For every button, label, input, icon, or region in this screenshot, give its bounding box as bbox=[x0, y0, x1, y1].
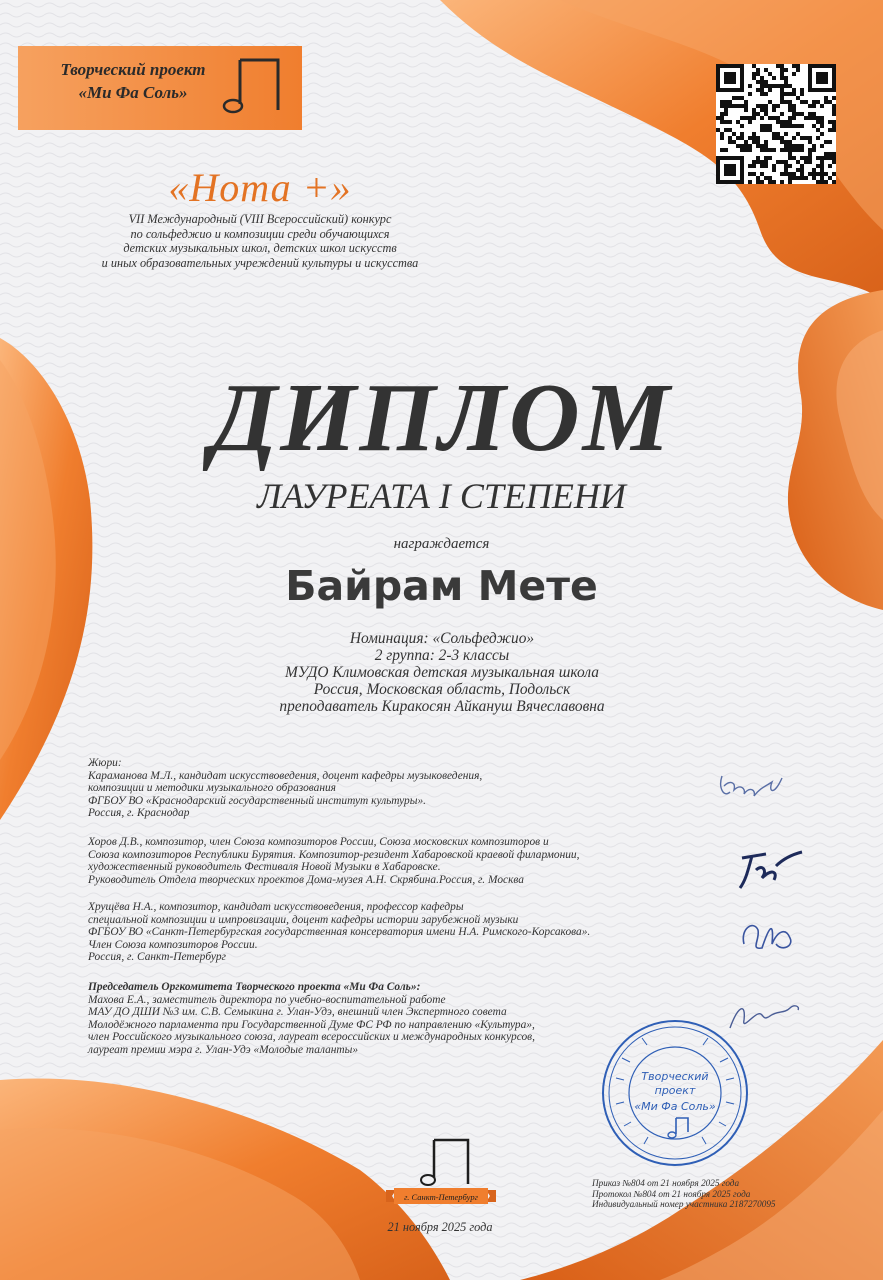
organizing-chair bbox=[88, 981, 648, 1056]
jury-line: Член Союза композиторов России. bbox=[88, 938, 258, 951]
city-label: г. Санкт-Петербург bbox=[404, 1192, 478, 1202]
chair-line: Молодёжного парламента при Государственной Думе ФС РФ по направлению «Культура», bbox=[88, 1018, 535, 1031]
jury-line: Хрущёва Н.А., композитор, кандидат искусствоведения, профессор кафедры bbox=[88, 901, 464, 913]
chair-line: лауреат премии мэра г. Улан-Удэ «Молодые таланты» bbox=[88, 1043, 359, 1056]
stamp-line-2: проект bbox=[654, 1084, 696, 1097]
official-stamp bbox=[600, 1018, 750, 1168]
order-info bbox=[592, 1178, 832, 1210]
order-line: Приказ №804 от 21 ноября 2025 года bbox=[592, 1178, 740, 1188]
jury-line: специальной композиции и импровизации, доцент кафедры истории зарубежной музыки bbox=[88, 913, 519, 926]
stamp-line-1: Творческий bbox=[641, 1070, 709, 1083]
contest-line: VII Международный (VIII Всероссийский) конкурс bbox=[128, 212, 392, 226]
jury-line: Хоров Д.В., композитор, член Союза композиторов России, Союза московских композиторов и bbox=[88, 836, 549, 848]
logo-line-2: «Ми Фа Соль» bbox=[78, 83, 188, 102]
contest-line: по сольфеджио и композиции среди обучающихся bbox=[130, 226, 390, 241]
jury-line: композиции и методики музыкального образования bbox=[88, 782, 336, 794]
jury-line: ФГБОУ ВО «Санкт-Петербургская государственная консерватория имени Н.А. Римского-Корсакова». bbox=[88, 926, 591, 938]
signature-1 bbox=[716, 768, 788, 804]
jury-member-2 bbox=[88, 836, 648, 886]
footer-music-note-icon bbox=[420, 1134, 476, 1194]
nomination: Номинация: «Сольфеджио» bbox=[349, 630, 535, 647]
qr-code[interactable] bbox=[716, 64, 836, 184]
signature-2 bbox=[732, 846, 806, 892]
awarded-label: награждается bbox=[393, 536, 490, 552]
chair-line: член Российского музыкального союза, лауреат всероссийских и международных конкурсов, bbox=[88, 1031, 535, 1043]
jury-member-3 bbox=[88, 901, 648, 964]
contest-title: «Нота +» bbox=[168, 165, 352, 210]
issue-date: 21 ноября 2025 года bbox=[387, 1220, 493, 1234]
participant-number: Индивидуальный номер участника 2187270095 bbox=[592, 1199, 776, 1209]
stamp-line-3: «Ми Фа Соль» bbox=[634, 1100, 716, 1113]
logo-line-1: Творческий проект bbox=[60, 60, 206, 79]
chair-heading: Председатель Оргкомитета Творческого проекта «Ми Фа Соль»: bbox=[88, 981, 421, 993]
contest-line: детских музыкальных школ, детских школ искусств bbox=[123, 241, 397, 255]
chair-line: Махова Е.А., заместитель директора по учебно-воспитательной работе bbox=[88, 993, 446, 1006]
jury-line: Союза композиторов Республики Бурятия. Композитор-резидент Хабаровской краевой филармонии, bbox=[88, 848, 580, 861]
jury-member-1 bbox=[88, 757, 648, 820]
project-logo bbox=[28, 58, 238, 104]
diploma-title: ДИПЛОМ bbox=[210, 364, 673, 472]
jury-line: Караманова М.Л., кандидат искусствоведения, доцент кафедры музыковедения, bbox=[88, 769, 483, 782]
jury-line: художественный руководитель Фестиваля Новой Музыки в Хабаровске. bbox=[88, 861, 441, 873]
jury-line: Россия, г. Санкт-Петербург bbox=[88, 951, 226, 963]
jury-heading: Жюри: bbox=[88, 757, 122, 769]
contest-description bbox=[40, 212, 480, 270]
city-ribbon bbox=[386, 1186, 496, 1206]
jury-line: ФГБОУ ВО «Краснодарский государственный институт культуры». bbox=[88, 794, 427, 807]
music-note-icon bbox=[222, 52, 284, 120]
teacher: преподаватель Киракосян Айкануш Вячеславовна bbox=[279, 698, 605, 715]
recipient-name: Байрам Мете bbox=[285, 562, 598, 610]
jury-line: Россия, г. Краснодар bbox=[88, 807, 190, 819]
school: МУДО Климовская детская музыкальная школа bbox=[285, 664, 599, 681]
protocol-line: Протокол №804 от 21 ноября 2025 года bbox=[592, 1188, 751, 1199]
degree-subtitle: ЛАУРЕАТА I СТЕПЕНИ bbox=[257, 476, 626, 516]
nomination-details bbox=[180, 630, 704, 715]
contest-line: и иных образовательных учреждений культуры и искусства bbox=[101, 255, 419, 270]
signature-3 bbox=[736, 914, 800, 960]
location: Россия, Московская область, Подольск bbox=[313, 681, 571, 698]
chair-line: МАУ ДО ДШИ №3 им. С.В. Семыкина г. Улан-Удэ, внешний член Экспертного совета bbox=[88, 1006, 507, 1018]
jury-line: Руководитель Отдела творческих проектов Дома-музея А.Н. Скрябина.Россия, г. Москва bbox=[88, 873, 524, 886]
group: 2 группа: 2-3 классы bbox=[374, 647, 510, 664]
